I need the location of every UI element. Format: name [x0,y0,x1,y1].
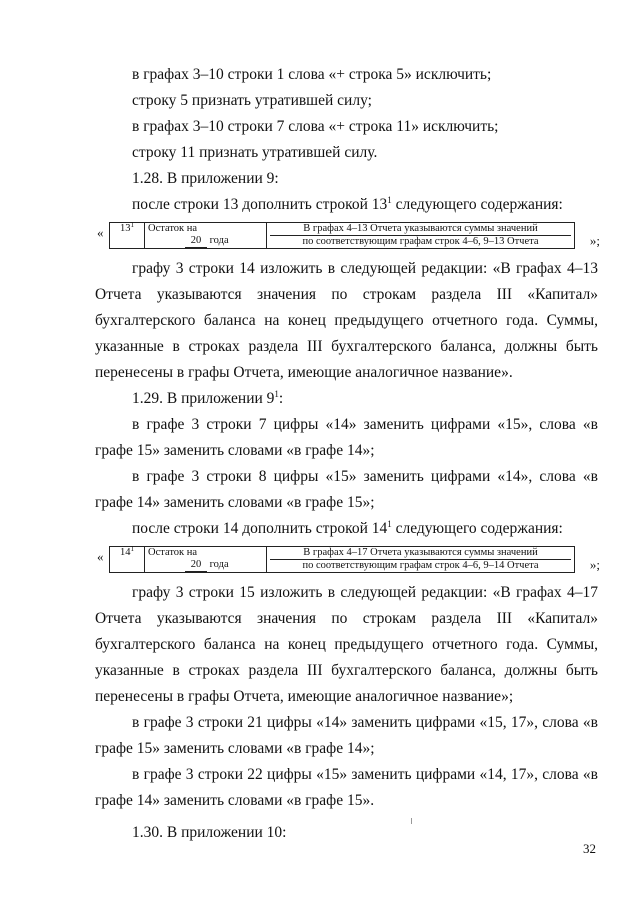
row-table [109,222,575,249]
paragraph: графу 3 строки 14 изложить в следующей редакции: «В графах 4–13 Отчета указываются значения по строкам раздела III «Капитал» бухгалтерского баланса на конец предыдущего отчетного года. Суммы, указанные в строках раздела III бухгалтерского баланса, должны быть перенесены в графы Отчета, имеющие аналогичное название». [95,260,598,381]
row-description-cell: В графах 4–17 Отчета указываются суммы значений по соответствующим графам строк 4–6, 9–14 Отчета [267,547,575,573]
scan-mark [411,818,412,824]
section-heading: 1.30. В приложении 10: [132,824,287,841]
row-number-cell: $14^1$ [110,547,145,573]
superscript: 1 [274,389,279,399]
inserted-row-table-2 [95,546,600,572]
page-number: 32 [583,841,596,856]
paragraph: графу 3 строки 15 изложить в следующей редакции: «В графах 4–17 Отчета указываются значения по строкам раздела III «Капитал» бухгалтерского баланса на конец предыдущего отчетного года. Суммы, указанные в строках раздела III бухгалтерского баланса, должны быть перенесены в графы Отчета, имеющие аналогичное название»; [95,584,598,705]
close-quote: »; [589,557,600,572]
row-number-cell: $13^1$ [110,223,145,249]
section-heading: 1.29. В приложении $9^1$: [132,389,284,407]
open-quote: « [97,549,104,564]
paragraph: после строки 13 дополнить строкой $13^1$ следующего содержания: [132,195,563,213]
paragraph: строку 11 признать утратившей силу. [132,144,378,161]
close-quote: »; [589,233,600,248]
paragraph: строку 5 признать утратившей силу; [132,92,372,109]
section-heading: 1.28. В приложении 9: [132,170,279,187]
superscript: 1 [387,519,392,529]
paragraph: в графе 3 строки 7 цифры «14» заменить цифрами «15», слова «в графе 15» заменить словами «в графе 14»; [95,416,598,459]
paragraph: после строки 14 дополнить строкой $14^1$ следующего содержания: [132,519,563,537]
paragraph: в графе 3 строки 21 цифры «14» заменить цифрами «15, 17», слова «в графе 15» заменить словами «в графе 14»; [95,714,598,757]
inserted-row-table-1 [95,222,600,248]
paragraph: в графах 3–10 строки 1 слова «+ строка 5» исключить; [132,66,492,83]
open-quote: « [97,225,104,240]
superscript: 1 [387,195,392,205]
row-name-cell: Остаток на 20 года [145,223,267,249]
row-description-cell: В графах 4–13 Отчета указываются суммы значений по соответствующим графам строк 4–6, 9–13 Отчета [267,223,575,249]
paragraph: в графе 3 строки 8 цифры «15» заменить цифрами «14», слова «в графе 14» заменить словами «в графе 15»; [95,468,598,511]
paragraph: в графах 3–10 строки 7 слова «+ строка 11» исключить; [132,118,499,135]
row-name-cell: Остаток на 20 года [145,547,267,573]
row-table [109,546,575,573]
paragraph: в графе 3 строки 22 цифры «15» заменить цифрами «14, 17», слова «в графе 14» заменить словами «в графе 15». [95,766,598,809]
